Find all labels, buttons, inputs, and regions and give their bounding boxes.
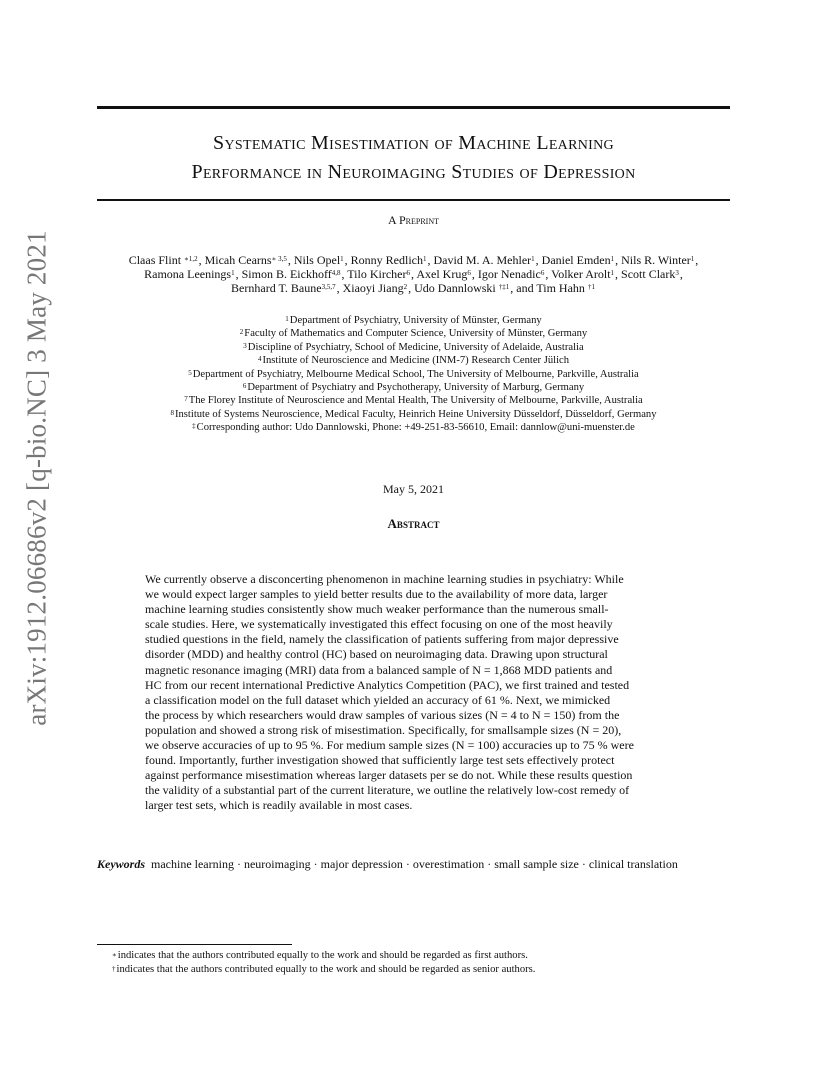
affiliation-item: $^5$Department of Psychiatry, Melbourne Medical School, The University of Melbourne, Parkville, Australia [188, 368, 639, 380]
abstract-line: larger test sets, which is readily available in most cases. [145, 798, 413, 813]
keywords-list: machine learning · neuroimaging · major depression · overestimation · small sample size · clinical translation [151, 857, 678, 871]
affiliation-list [97, 314, 730, 435]
abstract-line: disorder (MDD) and healthy control (HC) based on neuroimaging data. Drawing upon structural [145, 647, 608, 662]
preprint-label: A Preprint [387, 213, 439, 227]
publication-date: May 5, 2021 [383, 482, 444, 496]
abstract-line: we would expect larger samples to yield better results due to the availability of more data, larger [145, 587, 608, 602]
arxiv-identifier-stamp: arXiv:1912.06686v2 [q-bio.NC] 3 May 2021 [21, 230, 52, 726]
paper-title-line-1: Systematic Misestimation of Machine Learning [213, 132, 614, 154]
title-top-rule [97, 106, 730, 109]
paper-title-line-2: Performance in Neuroimaging Studies of Depression [191, 161, 636, 183]
abstract-line: population and showed a strong risk of misestimation. Specifically, for smallsample sizes (N = 20), [145, 722, 622, 737]
affiliation-item: $^3$Discipline of Psychiatry, School of Medicine, University of Adelaide, Australia [243, 341, 584, 353]
abstract-line: the process by which researchers would draw samples of various sizes (N = 4 to N = 150) from the [145, 707, 620, 722]
abstract-line: studied questions in the field, namely the classification of patients suffering from major depressive [145, 632, 619, 647]
abstract-heading: Abstract [387, 516, 440, 531]
abstract-line: found. Importantly, further investigation showed that sufficiently large test sets effectively protect [145, 753, 615, 768]
author-line-2: Ramona Leenings$^1$, Simon B. Eickhoff$^{4,8}$, Tilo Kircher$^6$, Axel Krug$^6$, Igor Nenadic$^6$, Volker Arolt$^1$, Scott Clark$^3$, [144, 267, 683, 281]
abstract-line: the validity of a substantial part of the current literature, we outline the relatively low-cost remedy of [145, 783, 630, 798]
affiliation-item: $^1$Department of Psychiatry, University of Münster, Germany [285, 315, 542, 326]
abstract-line: scale studies. Here, we systematically investigated this effect focusing on one of the most heavily [145, 617, 613, 632]
author-line-1: Claas Flint $^{∗1,2}$, Micah Cearns$^{∗ 3,5}$, Nils Opel$^1$, Ronny Redlich$^1$, David M. A. Mehler$^1$, Daniel Emden$^1$, Nils R. Winter$^1$, [128, 253, 699, 267]
affiliation-item: $^4$Institute of Neuroscience and Medicine (INM-7) Research Center Jülich [257, 355, 570, 367]
affiliation-item: $^8$Institute of Systems Neuroscience, Medical Faculty, Heinrich Heine University Düsseldorf, Düsseldorf, Germany [170, 408, 657, 420]
title-bottom-rule [97, 199, 730, 201]
footnotes [112, 949, 535, 977]
abstract-line: against performance misestimation whereas larger datasets per se do not. While these results question [145, 768, 633, 783]
footnote-item: †indicates that the authors contributed equally to the work and should be regarded as senior authors. [112, 964, 536, 975]
abstract-line: machine learning studies consistently show much weaker performance than the numerous small- [145, 602, 609, 617]
author-list [97, 253, 730, 295]
corresponding-author: ‡Corresponding author: Udo Dannlowski, Phone: +49-251-83-56610, Email: dannlow@uni-muenster.de [192, 422, 635, 434]
footnote-rule [97, 944, 292, 945]
affiliation-item: $^2$Faculty of Mathematics and Computer Science, University of Münster, Germany [239, 328, 588, 340]
keywords-section [97, 857, 737, 872]
author-line-3: Bernhard T. Baune$^{3,5,7}$, Xiaoyi Jiang$^2$, Udo Dannlowski $^{\dagger\ddagger 1}$, and Tim Hahn $^{\dagger 1}$ [231, 281, 595, 295]
abstract-line: HC from our recent international Predictive Analytics Competition (PAC), we first trained and tested [145, 677, 630, 692]
abstract-line: we observe accuracies of up to 95 %. For medium sample sizes (N = 100) accuracies up to 75 % were [145, 738, 634, 753]
abstract-body [145, 572, 685, 814]
abstract-line: magnetic resonance imaging (MRI) data from a balanced sample of N = 1,868 MDD patients and [145, 662, 613, 677]
keywords-label: Keywords [97, 857, 145, 871]
footnote-item: ∗indicates that the authors contributed equally to the work and should be regarded as first authors. [112, 950, 528, 961]
affiliation-item: $^7$The Florey Institute of Neuroscience and Mental Health, The University of Melbourne, Parkville, Australia [184, 395, 643, 407]
abstract-line: a classification model on the full dataset which yielded an accuracy of 61 %. Next, we mimicked [145, 692, 611, 707]
affiliation-item: $^6$Department of Psychiatry and Psychotherapy, University of Marburg, Germany [242, 382, 585, 394]
abstract-line: We currently observe a disconcerting phenomenon in machine learning studies in psychiatry: While [145, 572, 624, 586]
paper-title [97, 129, 730, 187]
